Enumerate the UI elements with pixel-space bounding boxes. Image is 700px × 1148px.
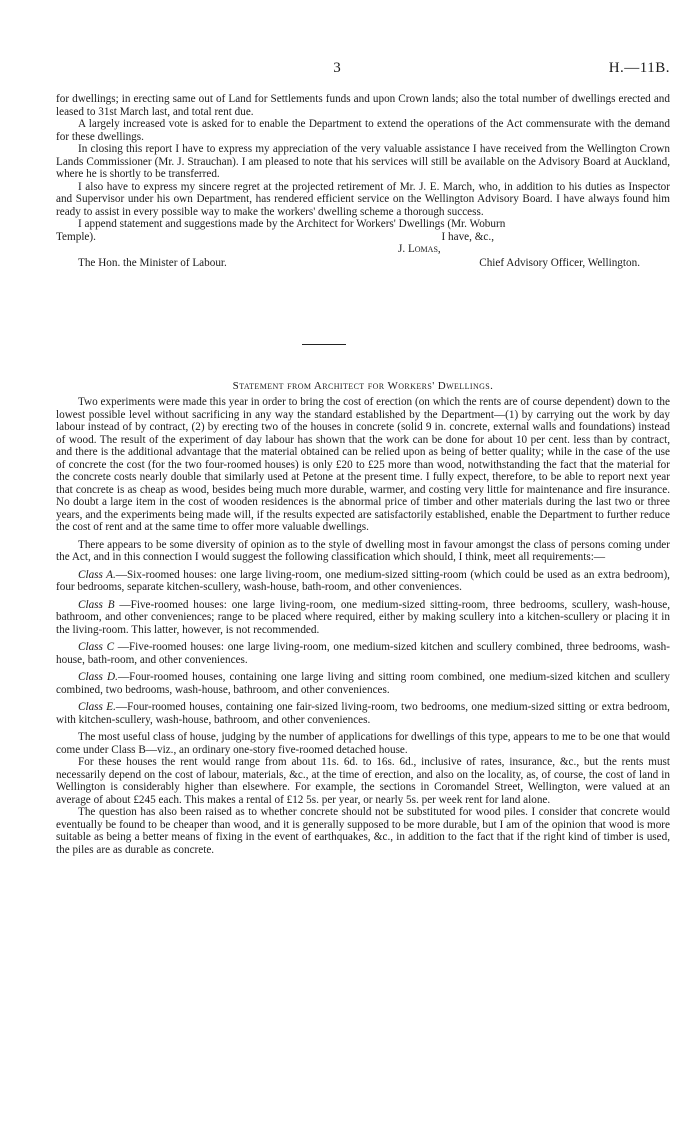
class-label: Class A. [78,568,116,581]
letter-para-2: A largely increased vote is asked for to enable the Department to extend the operations of the Act commensurate with the demand for these dwellings. [56,118,670,143]
class-d [56,671,670,696]
statement-para-1: Two experiments were made this year in order to bring the cost of erection (on which the rents are of course dependent) down to the lowest possible level without sacrificing in any way the standard established by the Department—(1) by carrying out the work by day labour instead of by contract, (2) by erecting two of the houses in concrete (solid 9 in. concrete, external walls and foundations) instead of wood. The result of the experiment of day labour has shown that the work can be done for about 10 per cent. less than by contract, and there is the additional advantage that the material obtained can be relied upon as being of better quality; while in the case of the use of concrete the cost (for the two four-roomed houses) is only £20 to £25 more than wood, notwithstanding the fact that the material for the concrete costs nearly double that similarly used at Petone at the present time. I fully expect, therefore, to be able to report next year that concrete is as cheap as wood, besides being much more durable, warmer, and costing very little for maintenance and fire insurance. No doubt a large item in the cost of wooden residences is the abnormal price of timber and other materials during the last two or three years, and the experiments being made will, if the results expected are satisfactorily established, enable the Department to further reduce the cost of rent and at the same time to offer more valuable dwellings. [56,396,670,533]
document-reference: H.—11B. [608,60,670,76]
statement-heading: Statement from Architect for Workers' Dwellings. [232,380,494,392]
statement-para-2: There appears to be some diversity of opinion as to the style of dwelling most in favour amongst the class of persons coming under the Act, and in this connection I would suggest the following classification which should, I think, meet all requirements:— [56,538,670,563]
letter-para-4: I also have to express my sincere regret at the projected retirement of Mr. J. E. March, who, in addition to his duties as Inspector and Supervisor under his own Department, has rendered efficient service on the Wellington Advisory Board. I have always found him ready to assist in every possible way to make the workers' dwelling scheme a thorough success. [56,180,670,218]
letter-para-3: In closing this report I have to express my appreciation of the very valuable assistance I have received from the Wellington Crown Lands Commissioner (Mr. J. Strauchan). I am pleased to note that his services will still be available on the Advisory Board at Auckland, where he is shortly to be transferred. [56,143,670,180]
signatory-name: J. Lomas, [398,243,441,255]
class-c [56,641,670,666]
letter-para-1: for dwellings; in erecting same out of Land for Settlements funds and upon Crown lands; also the total number of dwellings erected and leased to 31st March last, and total rent due. [56,93,670,118]
page-number: 3 [333,60,341,76]
class-text: —Four-roomed houses, containing one fair-sized living-room, two bedrooms, one medium-sized sitting or extra bedroom, with kitchen-scullery, wash-house, bathroom, and other conveniences. [56,701,670,726]
class-text: —Five-roomed houses: one large living-room, one medium-sized sitting-room, three bedrooms, scullery, wash-house, bathroom, and other conveniences; range to be placed where required, either by making scullery into a kitchen-scullery or placing it in the living-room. This latter, however, is not recommended. [56,598,670,636]
class-label: Class C [78,641,115,653]
class-label: Class D. [78,671,118,683]
statement-para-5: The question has also been raised as to whether concrete should not be substituted for wood piles. I consider that concrete would eventually be found to be cheaper than wood, and it is generally supposed to be more durable, but I am of the opinion that wood is more suitable as being a better means of fixing in the event of earthquakes, &c., in addition to the fact that if the right kind of timber is used, the piles are as durable as concrete. [56,806,670,856]
class-a [56,569,670,594]
letter-para-5: I append statement and suggestions made by the Architect for Workers' Dwellings (Mr. Woburn [78,218,506,230]
letter-body [56,93,670,269]
class-text: —Five-roomed houses: one large living-room, one medium-sized kitchen and scullery combined, three bedrooms, wash-house, bath-room, and other conveniences. [56,641,670,666]
statement-para-3: The most useful class of house, judging by the number of applications for dwellings of this type, appears to me to be one that would come under Class B—viz., an ordinary one-story five-roomed detached house. [56,731,670,756]
class-b [56,599,670,637]
addressee: The Hon. the Minister of Labour. [78,256,227,269]
letter-para-5-end: Temple). [56,230,96,243]
class-text: —Six-roomed houses: one large living-room, one medium-sized sitting-room (which could be used as an extra bedroom), four bedrooms, separate kitchen-scullery, wash-house, bath-room, and other conveniences. [56,568,670,593]
closing-row [56,231,670,244]
section-divider [302,344,346,345]
class-label: Class B [78,598,115,611]
signatory-title: Chief Advisory Officer, Wellington. [479,256,640,269]
statement-para-4: For these houses the rent would range from about 11s. 6d. to 16s. 6d., inclusive of rates, insurance, &c., but the rents must necessarily depend on the cost of labour, materials, &c., at the time of erection, and also on the locality, as, of course, the cost of land in Wellington is considerably higher than elsewhere. For example, the sections in Coromandel Street, Wellington, were valued at an average of about £245 each. This makes a rental of £12 5s. per year, or nearly 5s. per week rent for land alone. [56,756,670,806]
statement-body [56,396,670,856]
class-text: —Four-roomed houses, containing one large living and sitting room combined, one medium-sized kitchen and scullery combined, two bedrooms, wash-house, bathroom, and other conveniences. [56,671,671,696]
signature-footer [56,257,670,270]
class-e [56,701,670,726]
class-label: Class E. [78,701,116,713]
closing-phrase: I have, &c., [441,230,494,243]
